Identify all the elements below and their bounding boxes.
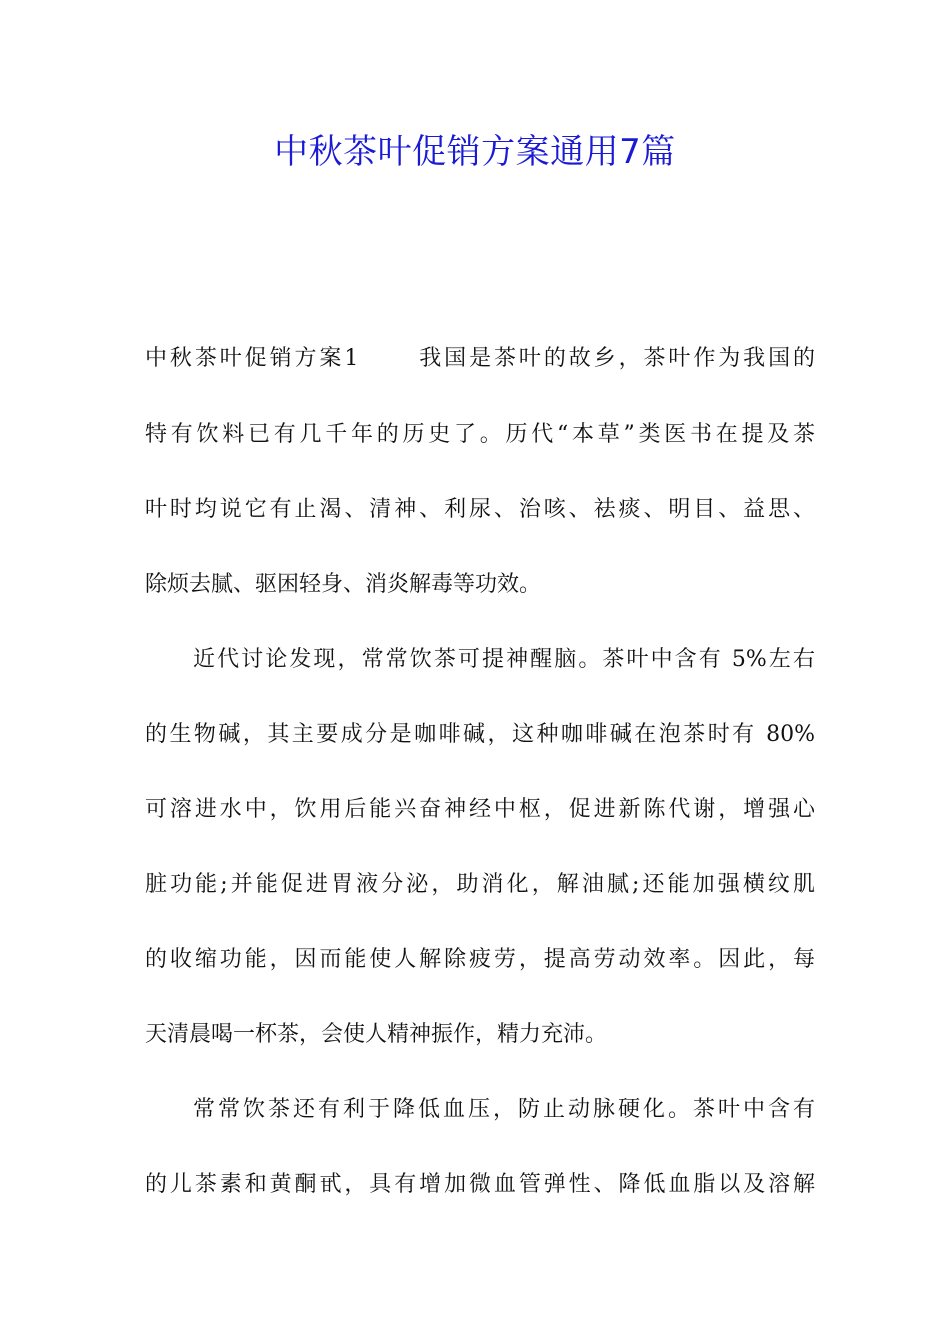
paragraph-line xyxy=(145,343,815,375)
paragraph-line: 脏功能;并能促进胃液分泌，助消化，解油腻;还能加强横纹肌 xyxy=(145,872,815,897)
paragraph-line: 特有饮料已有几千年的历史了。历代“本草”类医书在提及茶 xyxy=(145,422,815,447)
paragraph-line: 除烦去腻、驱困轻身、消炎解毒等功效。 xyxy=(145,572,542,597)
paragraph-line: 近代讨论发现，常常饮茶可提神醒脑。茶叶中含有 5%左右 xyxy=(193,647,815,672)
paragraph-line: 的生物碱，其主要成分是咖啡碱，这种咖啡碱在泡茶时有 80% xyxy=(145,722,815,747)
paragraph-line: 天清晨喝一杯茶，会使人精神振作，精力充沛。 xyxy=(145,1022,608,1047)
paragraph-line: 的收缩功能，因而能使人解除疲劳，提高劳动效率。因此，每 xyxy=(145,947,815,972)
paragraph-line: 的儿茶素和黄酮甙，具有增加微血管弹性、降低血脂以及溶解 xyxy=(145,1172,815,1197)
paragraph-text: 我国是茶叶的故乡，茶叶作为我国的 xyxy=(416,346,815,371)
section-heading: 中秋茶叶促销方案1 xyxy=(145,346,359,371)
paragraph-line: 叶时均说它有止渴、清神、利尿、治咳、祛痰、明目、益思、 xyxy=(145,497,815,522)
paragraph-line: 可溶进水中，饮用后能兴奋神经中枢，促进新陈代谢，增强心 xyxy=(145,797,815,822)
paragraph-line: 常常饮茶还有利于降低血压，防止动脉硬化。茶叶中含有 xyxy=(193,1097,815,1122)
document-title: 中秋茶叶促销方案通用7篇 xyxy=(274,132,676,172)
